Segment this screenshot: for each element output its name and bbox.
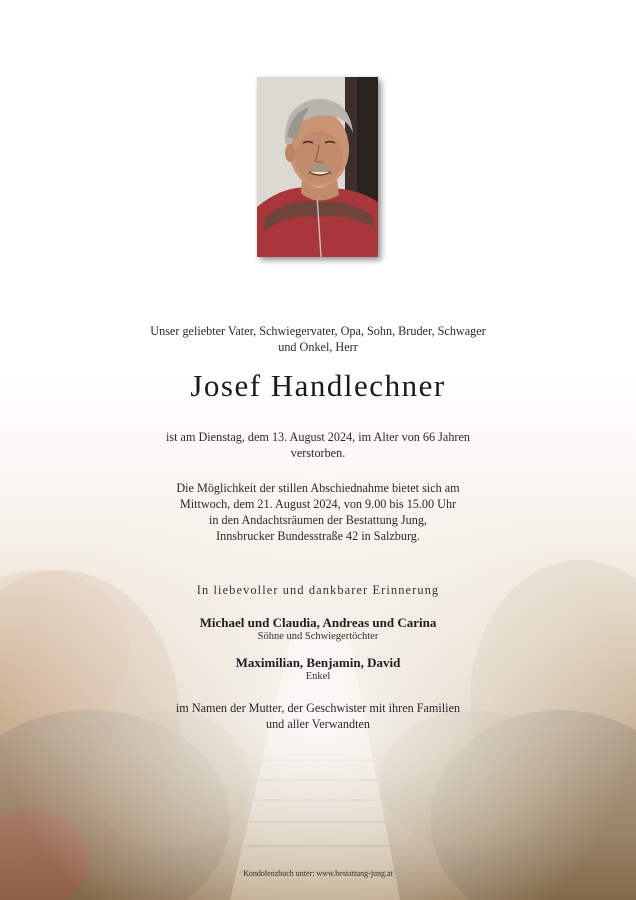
farewell-line-4: Innsbrucker Bundesstraße 42 in Salzburg. — [216, 529, 420, 543]
death-notice — [0, 429, 636, 461]
farewell-line-3: in den Andachtsräumen der Bestattung Jung, — [209, 513, 427, 527]
death-notice-line-2: verstorben. — [290, 446, 346, 460]
closing-line-2: und aller Verwandten — [265, 717, 370, 731]
intro-line-2: und Onkel, Herr — [278, 340, 358, 354]
memory-line: In liebevoller und dankbarer Erinnerung — [196, 583, 440, 597]
farewell-line-1: Die Möglichkeit der stillen Abschiednahme bietet sich am — [176, 481, 460, 495]
closing-text — [0, 700, 636, 732]
deceased-name: Josef Handlechner — [190, 368, 446, 403]
condolence-footer: Kondolenzbuch unter: www.bestattung-jung.at — [243, 869, 393, 878]
closing-line-1: im Namen der Mutter, der Geschwister mit ihren Familien — [175, 701, 461, 715]
intro-line-1: Unser geliebter Vater, Schwiegervater, Opa, Sohn, Bruder, Schwager — [150, 324, 486, 338]
portrait-illustration — [257, 77, 378, 257]
portrait-photo — [257, 77, 378, 257]
family-names-grandchildren: Maximilian, Benjamin, David — [235, 655, 401, 670]
farewell-line-2: Mittwoch, dem 21. August 2024, von 9.00 bis 15.00 Uhr — [179, 497, 457, 511]
family-relation-sons: Söhne und Schwiegertöchter — [257, 631, 379, 642]
farewell-info — [0, 480, 636, 544]
intro-text — [0, 323, 636, 355]
family-names-sons: Michael und Claudia, Andreas und Carina — [199, 615, 437, 630]
family-relation-grandchildren: Enkel — [305, 671, 331, 682]
death-notice-line-1: ist am Dienstag, dem 13. August 2024, im Alter von 66 Jahren — [166, 430, 470, 444]
